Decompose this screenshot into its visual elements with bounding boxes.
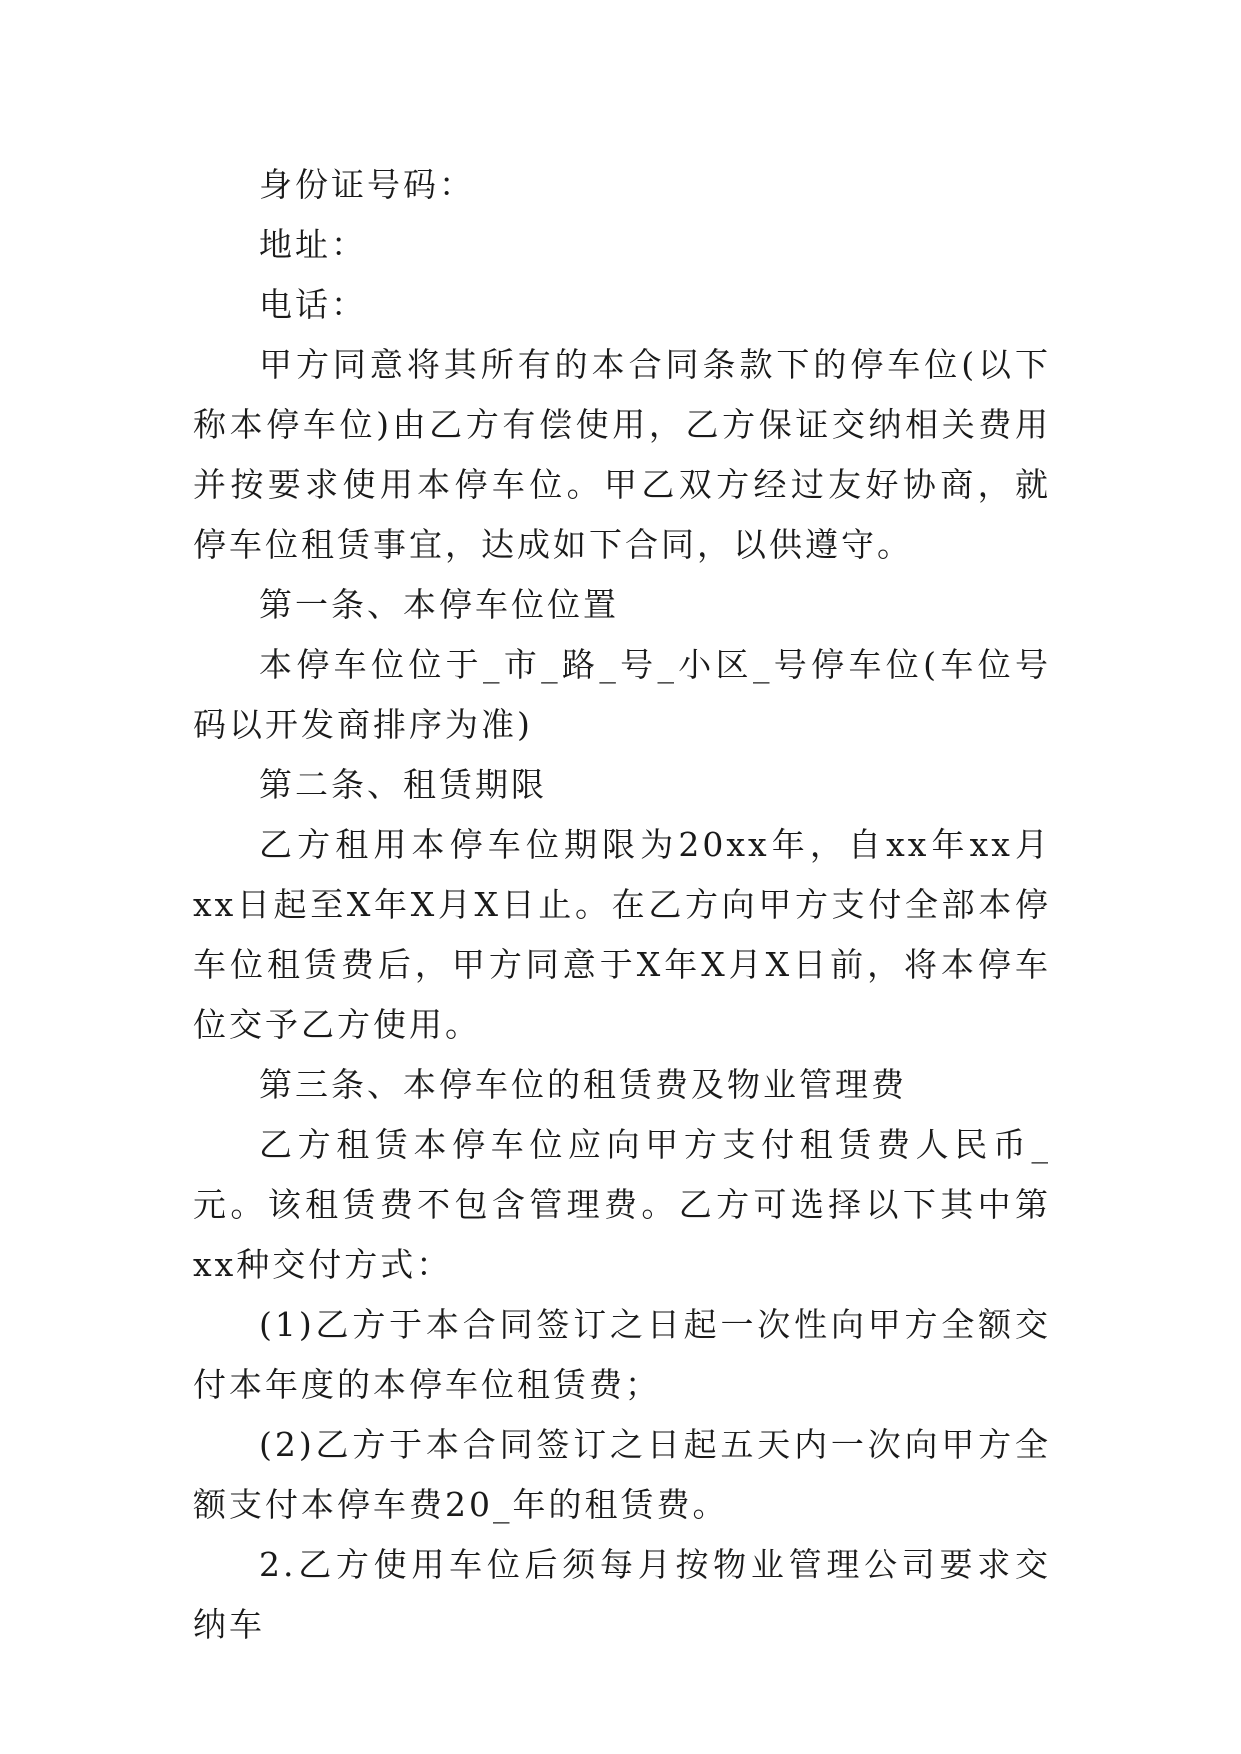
address-label: 地址： [259, 225, 367, 264]
phone-label: 电话： [259, 285, 367, 324]
article-2-body: 乙方租用本停车位期限为20xx年，自xx年xx月xx日起至X年X月X日止。在乙方向甲方支付全部本停车位租赁费后，甲方同意于X年X月X日前，将本停车位交予乙方使用。 [193, 825, 1052, 1044]
clause-2-paragraph: 2.乙方使用车位后须每月按物业管理公司要求交纳车 [193, 1545, 1051, 1644]
preamble-paragraph: 甲方同意将其所有的本合同条款下的停车位(以下称本停车位)由乙方有偿使用，乙方保证交纳相关费用并按要求使用本停车位。甲乙双方经过友好协商，就停车位租赁事宜，达成如下合同，以供遵守。 [193, 345, 1051, 564]
document-body [193, 155, 1051, 1655]
article-1-heading: 第一条、本停车位位置 [259, 585, 619, 624]
article-2-heading: 第二条、租赁期限 [259, 765, 547, 804]
payment-option-1: (1)乙方于本合同签订之日起一次性向甲方全额交付本年度的本停车位租赁费； [193, 1305, 1051, 1404]
article-3-body: 乙方租赁本停车位应向甲方支付租赁费人民币_元。该租赁费不包含管理费。乙方可选择以下其中第xx种交付方式： [193, 1125, 1051, 1284]
article-3-heading: 第三条、本停车位的租赁费及物业管理费 [259, 1065, 907, 1104]
payment-option-2: (2)乙方于本合同签订之日起五天内一次向甲方全额支付本停车费20_年的租赁费。 [193, 1425, 1051, 1524]
article-1-body: 本停车位位于_市_路_号_小区_号停车位(车位号码以开发商排序为准) [193, 645, 1051, 744]
id-number-label: 身份证号码： [259, 165, 475, 204]
